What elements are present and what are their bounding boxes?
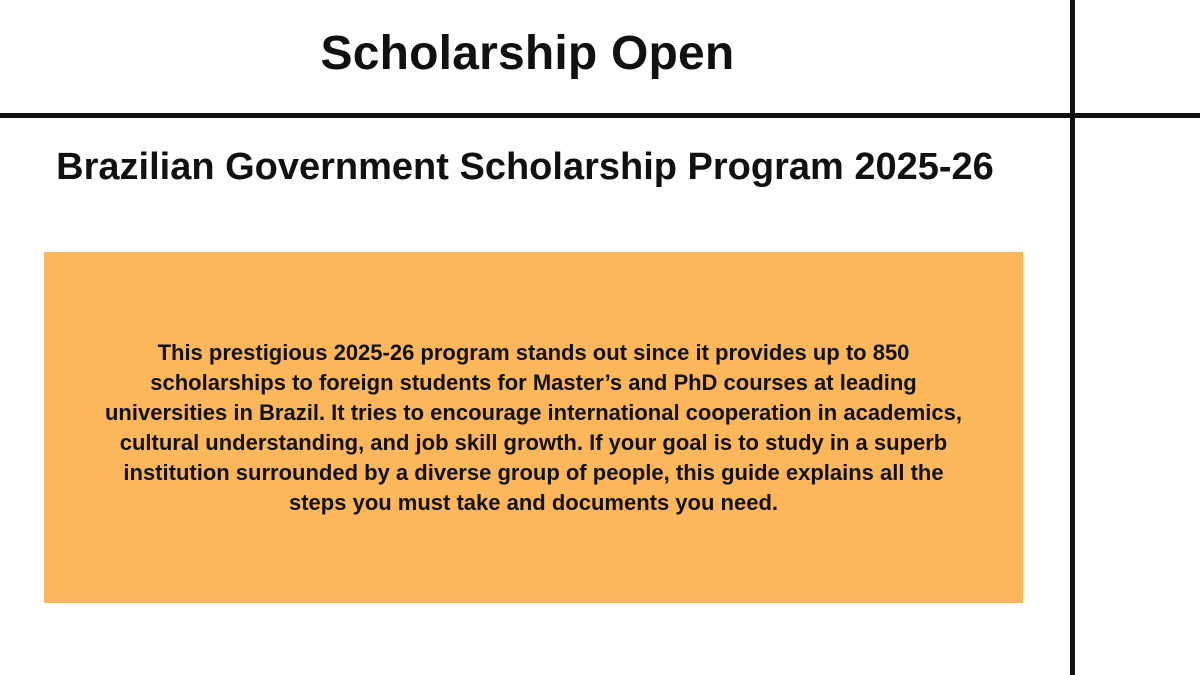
description-box xyxy=(44,252,1023,603)
program-title: Brazilian Government Scholarship Program 2025-26 xyxy=(56,146,994,188)
description-text: This prestigious 2025-26 program stands out since it provides up to 850 scholarships to foreign students for Master’s and PhD courses at leading universities in Brazil. It tries to encourage international cooperation in academics, cultural understanding, and job skill growth. If your goal is to study in a superb institution surrounded by a diverse group of people, this guide explains all the steps you must take and documents you need. xyxy=(104,339,962,515)
vertical-divider xyxy=(1070,0,1075,675)
horizontal-divider xyxy=(0,113,1200,118)
page-title: Scholarship Open xyxy=(320,27,735,80)
